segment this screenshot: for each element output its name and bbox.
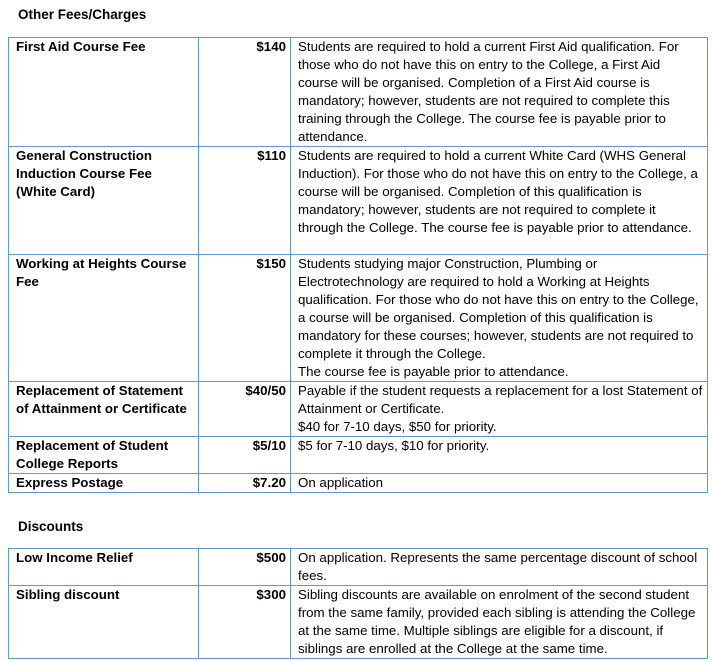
table-row [9, 474, 708, 493]
table-row [9, 38, 708, 147]
fee-name: General Construction Induction Course Fee (White Card) [9, 147, 199, 255]
fees-table [8, 37, 708, 493]
fee-description [291, 147, 708, 255]
discount-name: Sibling discount [9, 586, 199, 659]
fee-price: $140 [199, 38, 291, 147]
fee-name: Working at Heights Course Fee [9, 255, 199, 382]
fee-name: Replacement of Student College Reports [9, 437, 199, 474]
discount-description-line: On application. Represents the same percentage discount of school fees. [298, 550, 698, 583]
fee-price: $5/10 [199, 437, 291, 474]
fee-description [291, 437, 708, 474]
fee-name: Express Postage [9, 474, 199, 493]
fee-price: $7.20 [199, 474, 291, 493]
table-row [9, 437, 708, 474]
fee-description-line: $40 for 7-10 days, $50 for priority. [298, 419, 497, 434]
discounts-table [8, 548, 708, 659]
fee-description-line: On application [298, 475, 384, 490]
discount-description [291, 586, 708, 659]
discount-amount: $300 [199, 586, 291, 659]
fee-name: Replacement of Statement of Attainment or Certificate [9, 382, 199, 437]
discount-description [291, 549, 708, 586]
table-row [9, 382, 708, 437]
table-row [9, 147, 708, 255]
discount-amount: $500 [199, 549, 291, 586]
fee-price: $40/50 [199, 382, 291, 437]
fee-description [291, 382, 708, 437]
fee-description-line: Students are required to hold a current First Aid qualification. For those who do not have this on entry to the College, a First Aid course will be organised. Completion of a First Aid course is mandatory; however, students are not required to complete this training through the College. The course fee is payable prior to attendance. [298, 39, 679, 144]
fee-price: $110 [199, 147, 291, 255]
discount-name: Low Income Relief [9, 549, 199, 586]
fee-description [291, 255, 708, 382]
discount-description-line: Sibling discounts are available on enrolment of the second student from the same family, provided each sibling is attending the College at the same time. Multiple siblings are eligible for a discount, if siblings are enrolled at the College at the same time. [298, 587, 696, 656]
discounts-section-title: Discounts [18, 519, 84, 534]
table-row [9, 586, 708, 659]
fee-description-line: The course fee is payable prior to attendance. [298, 364, 569, 379]
table-row [9, 549, 708, 586]
fee-description [291, 474, 708, 493]
fee-price: $150 [199, 255, 291, 382]
fee-description [291, 38, 708, 147]
fee-name: First Aid Course Fee [9, 38, 199, 147]
table-row [9, 255, 708, 382]
fee-description-line: Students studying major Construction, Plumbing or Electrotechnology are required to hold a Working at Heights qualification. For those who do not have this on entry to the College, a course will be organised. Completion of this qualification is mandatory for these courses; however, students are not required to complete it through the College. [298, 256, 699, 361]
fees-section-title: Other Fees/Charges [18, 7, 147, 22]
fee-description-line: Students are required to hold a current White Card (WHS General Induction). For those who do not have this on entry to the College, a course will be organised. Completion of this qualification is mandatory; however, students are not required to complete it through the College. The course fee is payable prior to attendance. [298, 148, 698, 235]
fee-description-line: $5 for 7-10 days, $10 for priority. [298, 438, 490, 453]
fee-description-line: Payable if the student requests a replacement for a lost Statement of Attainment or Certificate. [298, 383, 703, 416]
